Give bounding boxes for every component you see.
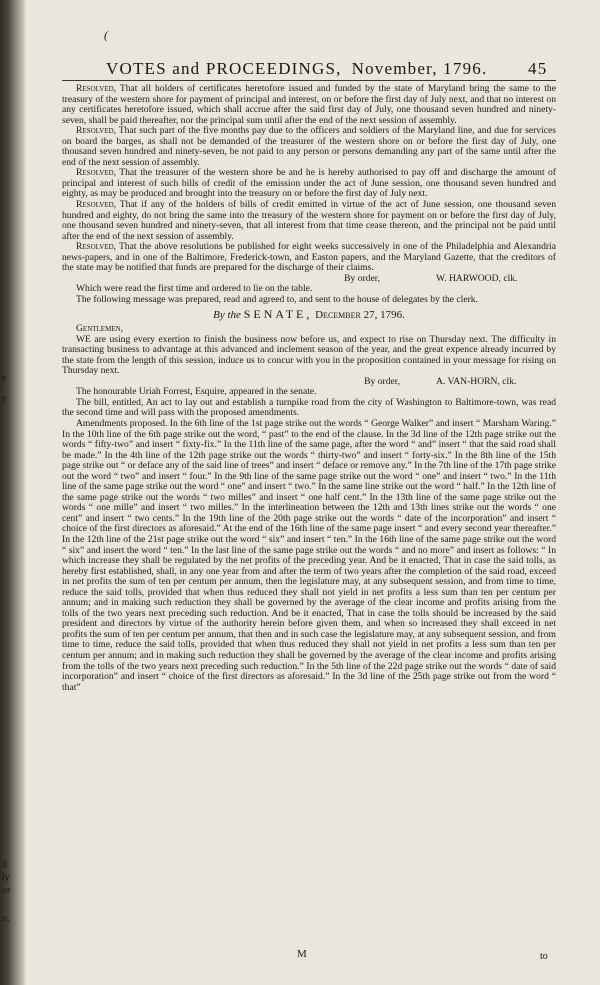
amendments: Amendments proposed. In the 6th line of the 1st page strike out the words “ George Walker” and insert “ Marsham Waring.” In the 10th line of the 6th page strike out the word, “ past” to the end of the clause. In the 3d line of the 12th page strike out the words “ fifty-two” and insert “ fixty-fix.” In the 11th line of the same page, after the word “ and” insert “ that the said road shall be made.” In the 4th line of the 12th page strike out the words “ thirty-two” and insert “ forty-six.” In the 8th line of the 15th page strike out “ or deface any of the said line of trees” and insert “ deface or remove any.” In the 7th line of the 17th page strike out the word “ two” and insert “ four.” In the 9th line of the same page strike out the word “ one” and insert “ two.” In the 11th line of the same page strike out the word “ one” and insert “ two.” In the same line strike out the word “ half.” In the 12th line of the same page strike out the words “ two milles” and insert “ one half cent.” In the 13th line of the same page strike out the words “ one mille” and insert “ two milles.” In the interlineation between the 12th and 13th lines strike out the words “ one cent” and insert “ two cents.” In the 19th line of the 20th page strike out the words “ date of the incorporation” and insert “ choice of the first directors as aforesaid.” At the end of the 16th line of the same page insert “ and every second year thereafter.” In the 12th line of the 21st page strike out the word “ six” and insert “ ten.” In the 16th line of the same page strike out the word “ six” and insert the word “ ten.” In the last line of the same page strike out the words “ and no more” and insert as follows: “ In which increase they shall be regulated by the net profits of the preceding year. And be it enacted, That in case the said tolls, as hereby first established, shall, in any one year from and after the term of two years after the completion of the said road, exceed in net profits the sum of ten per centum per annum, then the legislature may, at any subsequent session, and from time to time, reduce the said tolls, provided that when thus reduced they shall not yield in net profits a less sum than ten per centum per annum; and in making such reduction they shall be governed by the average of the clear income and profits arising from the tolls of the two years next preceding such reduction. And be it enacted, That in case the tolls should be increased by the said president and directors by virtue of the authority herein before given them, and when so increased they shall exceed in net profits the sum of ten per centum per annum, that then and in such case the legislature may, at any subsequent session, and from time to time, reduce the said tolls, provided that when thus reduced they shall not yield in net profits a less sum than ten per centum per annum; and in making such reduction they shall be governed by the average of the clear income and profits arising from the tolls of the two years next preceding such reduction.” In the 5th line of the 22d page strike out the words “ date of said incorporation” and insert “ choice of the first directors as aforesaid.” In the 3d line of the 25th page strike out from the word “ that” bbox=[62, 417, 556, 693]
resolution-text: That all holders of certificates heretofore issued and funded by the state of Maryland bring the same to the treasury of the western shore for payment of principal and interest, on or before the first day of July next, and that no interest on any certificates heretofore issued, which shall accrue after the said first day of July, one thousand seven hundred and ninety-seven, shall be paid thereafter, nor the principal sum until after the end of the next session of assembly. bbox=[62, 83, 556, 126]
resolution-lead: Resolved, bbox=[76, 199, 117, 211]
header-date: November, 1796. bbox=[351, 59, 488, 78]
page-body bbox=[62, 84, 556, 693]
header-title: VOTES and PROCEEDINGS, bbox=[106, 59, 342, 78]
resolution-lead: Resolved, bbox=[76, 83, 117, 94]
margin-fragment: e bbox=[2, 373, 7, 384]
resolution-lead: Resolved, bbox=[76, 241, 117, 253]
margin-fragment: d bbox=[2, 859, 7, 870]
resolution bbox=[62, 242, 556, 274]
signature-by: By order, bbox=[364, 375, 400, 387]
resolution bbox=[62, 84, 556, 126]
top-mark: ( bbox=[104, 28, 108, 42]
signature-by: By order, bbox=[344, 272, 380, 284]
proceeding-line: The following message was prepared, read and agreed to, and sent to the house of delegates by the clerk. bbox=[76, 293, 478, 305]
resolution-text: That the above resolutions be published for eight weeks successively in one of the Philadelphia and Alexandria news-papers, and in one of the Baltimore, Frederick-town, and Easton papers, and the Maryland Gazette, that the creditors of the state may be notified that funds are prepared for the discharge of their claims. bbox=[62, 241, 556, 274]
resolution-lead: Resolved, bbox=[76, 167, 117, 179]
margin-fragment: y bbox=[2, 393, 7, 404]
senate-date: December 27, 1796. bbox=[315, 309, 405, 322]
senate-by: By the bbox=[213, 309, 241, 322]
signature-name: W. HARWOOD, clk. bbox=[436, 272, 518, 284]
senate-body: SENATE, bbox=[243, 307, 313, 322]
salutation: Gentlemen, bbox=[76, 323, 124, 335]
resolution bbox=[62, 200, 556, 242]
signature-mark: M bbox=[297, 948, 307, 960]
resolution-text: That if any of the holders of bills of credit emitted in virtue of the act of June session, one thousand seven hundred and eighty, do not bring the same into the treasury of the western shore for payment on or before the first day of July, one thousand seven hundred and ninety-seven, that all interest from that time cease thereon, and the principal not be paid until after the end of the next session of assembly. bbox=[62, 199, 556, 242]
signature-name: A. VAN-HORN, clk. bbox=[436, 375, 517, 387]
resolution-lead: Resolved, bbox=[76, 125, 117, 137]
resolution bbox=[62, 168, 556, 200]
resolution-text: That the treasurer of the western shore be and he is hereby authorised to pay off and discharge the amount of principal and interest of such bills of credit of the emission under the act of June session, one thousand seven hundred and eighty, as may be produced and brought into the treasury on or before the first day of July next. bbox=[62, 167, 556, 200]
senate-message: WE are using every exertion to finish the business now before us, and expect to rise on Thursday next. The difficulty in transacting business to advantage at this advanced and inclement season of the year, and the great expence already incurred by the state from the length of this session, induce us to concur with you in the proposition contained in your message for rising on Thursday next. bbox=[62, 333, 556, 377]
resolution-text: That such part of the five months pay due to the officers and soldiers of the Maryland line, and due for services on board the barges, as shall not be demanded of the treasurer of the western shore on or before the first day of July, one thousand seven hundred and ninety-seven, be not paid to any person or persons demanding any part of the same until after the end of the next session of assembly. bbox=[62, 125, 556, 168]
proceeding-line: The honourable Uriah Forrest, Esquire, appeared in the senate. bbox=[76, 386, 317, 398]
margin-fragment: or bbox=[2, 885, 11, 896]
book-gutter bbox=[0, 0, 26, 985]
catchword: to bbox=[540, 951, 548, 962]
margin-fragment: o, bbox=[2, 913, 10, 924]
resolution bbox=[62, 126, 556, 168]
header-rule bbox=[62, 80, 556, 81]
page-number: 45 bbox=[528, 59, 548, 78]
proceeding-line: The bill, entitled, An act to lay out and establish a turnpike road from the city of Washington to Baltimore-town, was read the second time and will pass with the proposed amendments. bbox=[62, 396, 556, 419]
proceeding-line: Which were read the first time and ordered to lie on the table. bbox=[76, 283, 313, 295]
margin-fragment: ly bbox=[2, 872, 10, 883]
running-header bbox=[106, 58, 548, 80]
senate-heading bbox=[62, 309, 556, 321]
